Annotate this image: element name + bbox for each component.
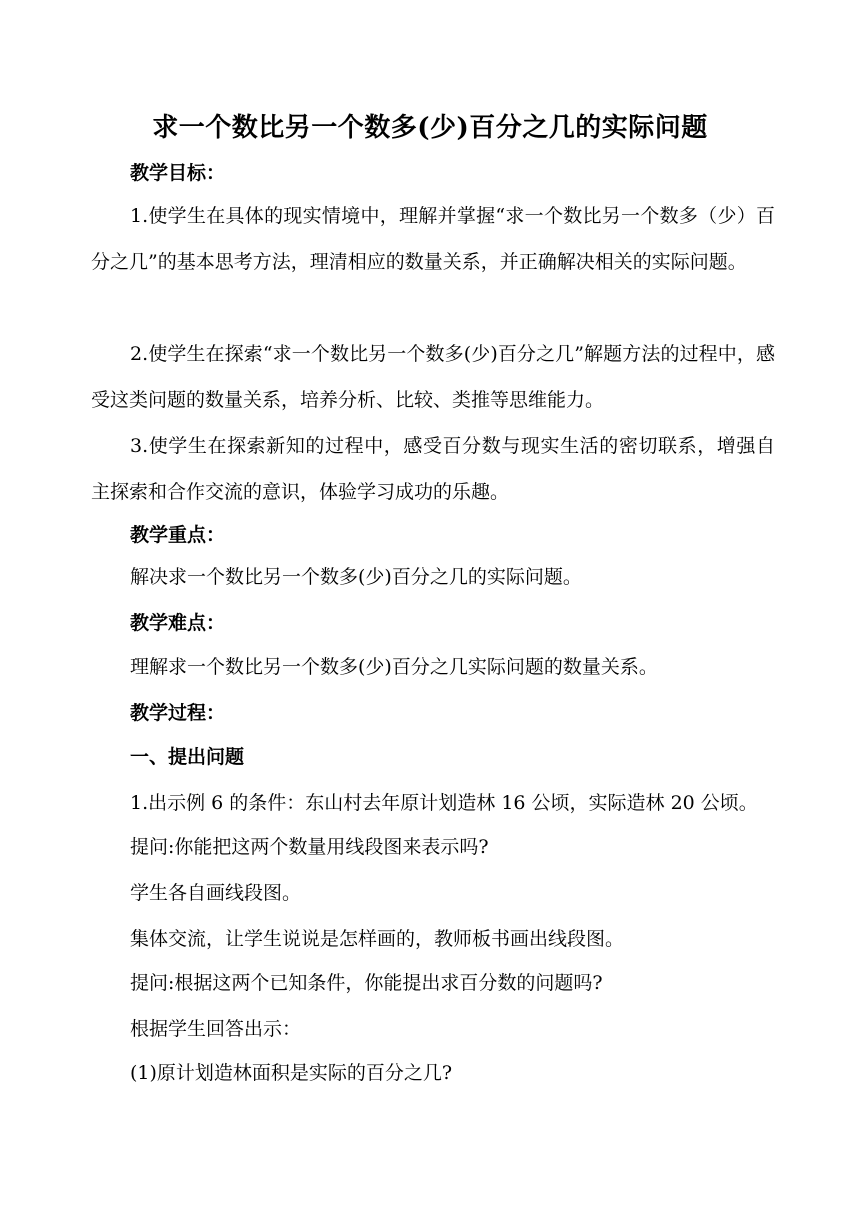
step-1-text: 1.出示例 6 的条件：东山村去年原计划造林 16 公顷，实际造林 20 公顷。: [130, 792, 758, 814]
key-point-heading: 教学重点：: [130, 524, 226, 546]
key-point-text: 解决求一个数比另一个数多(少)百分之几的实际问题。: [130, 566, 582, 588]
sub-question-1-text: (1)原计划造林面积是实际的百分之几?: [130, 1062, 453, 1084]
question-2-text: 提问:根据这两个已知条件，你能提出求百分数的问题吗?: [130, 972, 603, 994]
objective-paragraph-3: 3.使学生在探索新知的过程中，感受百分数与现实生活的密切联系，增强自主探索和合作交流的意识，体验学习成功的乐趣。: [91, 435, 775, 503]
section-1-heading: 一、提出问题: [130, 746, 245, 768]
process-heading: 教学过程：: [130, 702, 226, 724]
objectives-heading: 教学目标：: [130, 162, 226, 184]
activity-1-text: 学生各自画线段图。: [130, 882, 302, 904]
show-intro-text: 根据学生回答出示：: [130, 1018, 302, 1040]
activity-2-text: 集体交流，让学生说说是怎样画的，教师板书画出线段图。: [130, 928, 625, 950]
difficulty-heading: 教学难点：: [130, 612, 226, 634]
question-1-text: 提问:你能把这两个数量用线段图来表示吗?: [130, 836, 489, 858]
objective-paragraph-2: 2.使学生在探索“求一个数比另一个数多(少)百分之几”解题方法的过程中，感受这类问题的数量关系，培养分析、比较、类推等思维能力。: [91, 343, 775, 411]
document-title: 求一个数比另一个数多(少)百分之几的实际问题: [152, 113, 708, 143]
difficulty-text: 理解求一个数比另一个数多(少)百分之几实际问题的数量关系。: [130, 656, 658, 678]
objective-paragraph-1: 1.使学生在具体的现实情境中，理解并掌握“求一个数比另一个数多（少）百分之几”的基本思考方法，理清相应的数量关系，并正确解决相关的实际问题。: [91, 205, 775, 273]
